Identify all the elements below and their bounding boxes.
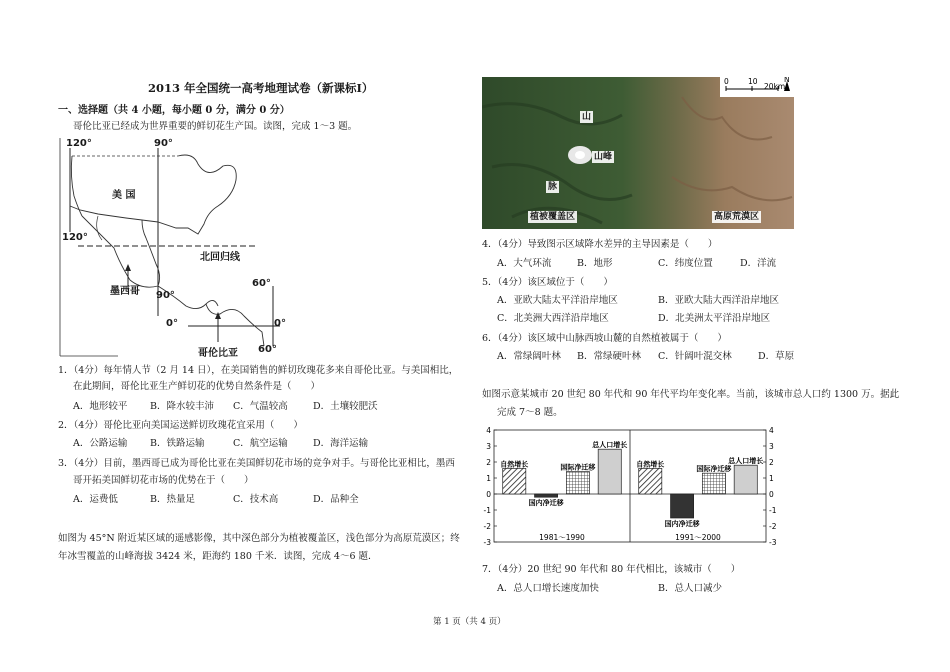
q5-stem: 5．（4分）该区域位于（ ） (482, 277, 613, 288)
y-tick-label-right: -3 (769, 538, 777, 547)
photo-label-peak: 山峰 (594, 152, 613, 162)
q1-option-b[interactable]: B．降水较丰沛 (150, 401, 214, 412)
q6-option-b[interactable]: B．常绿硬叶林 (577, 351, 641, 362)
q2-stem: 2．（4分）哥伦比亚向美国运送鲜切玫瑰花宜采用（ ） (58, 420, 303, 431)
photo-label-shan: 山 (582, 112, 592, 122)
y-tick-label-right: 2 (769, 458, 774, 467)
label-mexico: 墨西哥 (110, 286, 140, 297)
y-tick-label-left: -2 (483, 522, 491, 531)
q6-option-d[interactable]: D．草原 (758, 351, 795, 362)
intro-text-1: 哥伦比亚已经成为世界重要的鲜切花生产国。读图，完成 1～3 题。 (73, 121, 358, 132)
q3-stem-line2: 哥开拓美国鲜切花市场的优势在于（ ） (73, 475, 254, 486)
q4-option-a[interactable]: A．大气环流 (497, 258, 552, 269)
y-tick-label-right: 4 (769, 426, 774, 435)
page-title: 2013 年全国统一高考地理试卷（新课标Ⅰ） (148, 81, 374, 95)
scale-label-0: 0 (724, 77, 729, 86)
baja-outline (97, 216, 102, 240)
bar-1-2 (702, 473, 725, 494)
q1-option-a[interactable]: A．地形较平 (73, 401, 128, 412)
bar-0-2 (566, 472, 589, 494)
y-tick-label-right: 1 (769, 474, 774, 483)
q5-option-c[interactable]: C．北美洲大西洋沿岸地区 (497, 313, 609, 324)
q2-option-c[interactable]: C．航空运输 (233, 438, 288, 449)
satellite-image (482, 77, 794, 229)
mexico-outline (82, 216, 160, 287)
y-tick-label-right: -1 (769, 506, 777, 515)
label-lat0-right: 0° (274, 318, 286, 329)
north-label: N (784, 77, 790, 84)
q5-option-b[interactable]: B．亚欧大陆大西洋沿岸地区 (658, 295, 779, 306)
q4-option-c[interactable]: C．纬度位置 (658, 258, 713, 269)
scale-label-20km: 20km (764, 82, 786, 91)
photo-label-vegetation: 植被覆盖区 (530, 212, 576, 222)
intro-text-2-line2: 年冰雪覆盖的山峰海拔 3424 米，距海约 180 千米．读图，完成 4～6 题． (58, 551, 378, 562)
q7-stem: 7．（4分）20 世纪 90 年代和 80 年代相比，该城市（ ） (482, 564, 741, 575)
q1-stem-line2: 在此期间，哥伦比亚生产鲜切花的优势自然条件是（ ） (73, 381, 321, 392)
q6-option-c[interactable]: C．针阔叶混交林 (658, 351, 732, 362)
label-lon120-bot: 120° (62, 232, 88, 243)
q4-stem: 4．（4分）导致图示区域降水差异的主导因素是（ ） (482, 239, 718, 250)
y-tick-label-left: 2 (486, 458, 491, 467)
q7-option-a[interactable]: A．总人口增长速度加快 (497, 583, 599, 594)
y-tick-label-left: 1 (486, 474, 491, 483)
south-america-outline (206, 304, 264, 346)
y-tick-label-left: 0 (486, 490, 491, 499)
bar-label-1-2: 国际净迁移 (696, 465, 732, 474)
bar-label-0-2: 国际净迁移 (560, 463, 596, 472)
label-lon90-bot: 90° (156, 290, 175, 301)
bar-label-1-0: 自然增长 (636, 460, 665, 469)
section-heading: 一、选择题（共 4 小题，每小题 0 分，满分 0 分） (58, 105, 290, 116)
population-chart-svg (482, 424, 780, 554)
y-tick-label-right: 0 (769, 490, 774, 499)
photo-label-mai: 脉 (548, 182, 558, 192)
intro-text-3-line2: 完成 7～8 题。 (497, 407, 563, 418)
y-tick-label-left: -3 (483, 538, 491, 547)
q5-option-a[interactable]: A．亚欧大陆太平洋沿岸地区 (497, 295, 618, 306)
label-lat0-left: 0° (166, 318, 178, 329)
bar-0-3 (598, 449, 621, 494)
label-tropic: 北回归线 (200, 252, 240, 263)
label-lon120-top: 120° (66, 138, 92, 149)
y-tick-label-right: -2 (769, 522, 777, 531)
bar-0-1 (535, 494, 558, 497)
bar-1-1 (671, 494, 694, 518)
bar-label-0-3: 总人口增长 (592, 441, 628, 450)
bar-label-1-3: 总人口增长 (728, 457, 764, 466)
q2-option-a[interactable]: A．公路运输 (73, 438, 128, 449)
q3-stem-line1: 3．（4分）目前，墨西哥已成为哥伦比亚在美国鲜切花市场的竞争对手。与哥伦比亚相比，墨西 (58, 458, 455, 469)
q2-option-b[interactable]: B．铁路运输 (150, 438, 205, 449)
bar-label-0-0: 自然增长 (500, 460, 529, 469)
q1-stem-line1: 1．（4分）每年情人节（2 月 14 日），在美国销售的鲜切玫瑰花多来自哥伦比亚。与美国相比， (58, 365, 459, 376)
label-colombia: 哥伦比亚 (198, 348, 238, 359)
population-chart (482, 424, 780, 554)
page-footer: 第 1 页（共 4 页） (433, 617, 506, 627)
bar-label-0-1: 国内净迁移 (528, 499, 564, 508)
q5-option-d[interactable]: D．北美洲太平洋沿岸地区 (658, 313, 771, 324)
label-usa: 美 国 (112, 190, 136, 201)
mexico-arrow-head (125, 264, 131, 271)
label-lon60-top: 60° (252, 278, 271, 289)
q1-option-d[interactable]: D．土壤较肥沃 (313, 401, 378, 412)
q3-option-b[interactable]: B．热量足 (150, 494, 195, 505)
y-tick-label-left: -1 (483, 506, 491, 515)
q3-option-a[interactable]: A．运费低 (73, 494, 118, 505)
q3-option-d[interactable]: D．品种全 (313, 494, 359, 505)
period-label-1: 1991～2000 (675, 533, 721, 542)
intro-text-2-line1: 如图为 45°N 附近某区域的遥感影像，其中深色部分为植被覆盖区，浅色部分为高原荒漠区；终 (58, 533, 460, 544)
q6-stem: 6．（4分）该区域中山脉西坡山麓的自然植被属于（ ） (482, 333, 727, 344)
scale-label-10: 10 (748, 77, 758, 86)
bar-1-0 (639, 468, 662, 494)
intro-text-3-line1: 如图示意某城市 20 世纪 80 年代和 90 年代平均年变化率。当前，该城市总人口约 1300 万。据此 (482, 389, 900, 400)
y-tick-label-right: 3 (769, 442, 774, 451)
bar-1-3 (734, 465, 757, 494)
label-lon90-top: 90° (154, 138, 173, 149)
q2-option-d[interactable]: D．海洋运输 (313, 438, 369, 449)
usa-outline (70, 155, 236, 234)
y-tick-label-left: 4 (486, 426, 491, 435)
bar-label-1-1: 国内净迁移 (664, 520, 700, 528)
q4-option-d[interactable]: D．洋流 (740, 258, 777, 269)
americas-map (58, 136, 288, 358)
snow-peak-core (575, 151, 585, 159)
q7-option-b[interactable]: B．总人口减少 (658, 583, 722, 594)
y-tick-label-left: 3 (486, 442, 491, 451)
label-lon60-bot: 60° (258, 344, 277, 355)
period-label-0: 1981～1990 (539, 533, 585, 542)
q1-option-c[interactable]: C．气温较高 (233, 401, 288, 412)
q3-option-c[interactable]: C．技术高 (233, 494, 279, 505)
satellite-svg (482, 77, 794, 229)
colombia-arrow-head (215, 312, 221, 319)
bar-0-0 (503, 468, 526, 494)
q4-option-b[interactable]: B．地形 (577, 258, 613, 269)
photo-label-desert: 高原荒漠区 (714, 212, 760, 222)
terrain-background (482, 77, 794, 229)
q6-option-a[interactable]: A．常绿阔叶林 (497, 351, 561, 362)
